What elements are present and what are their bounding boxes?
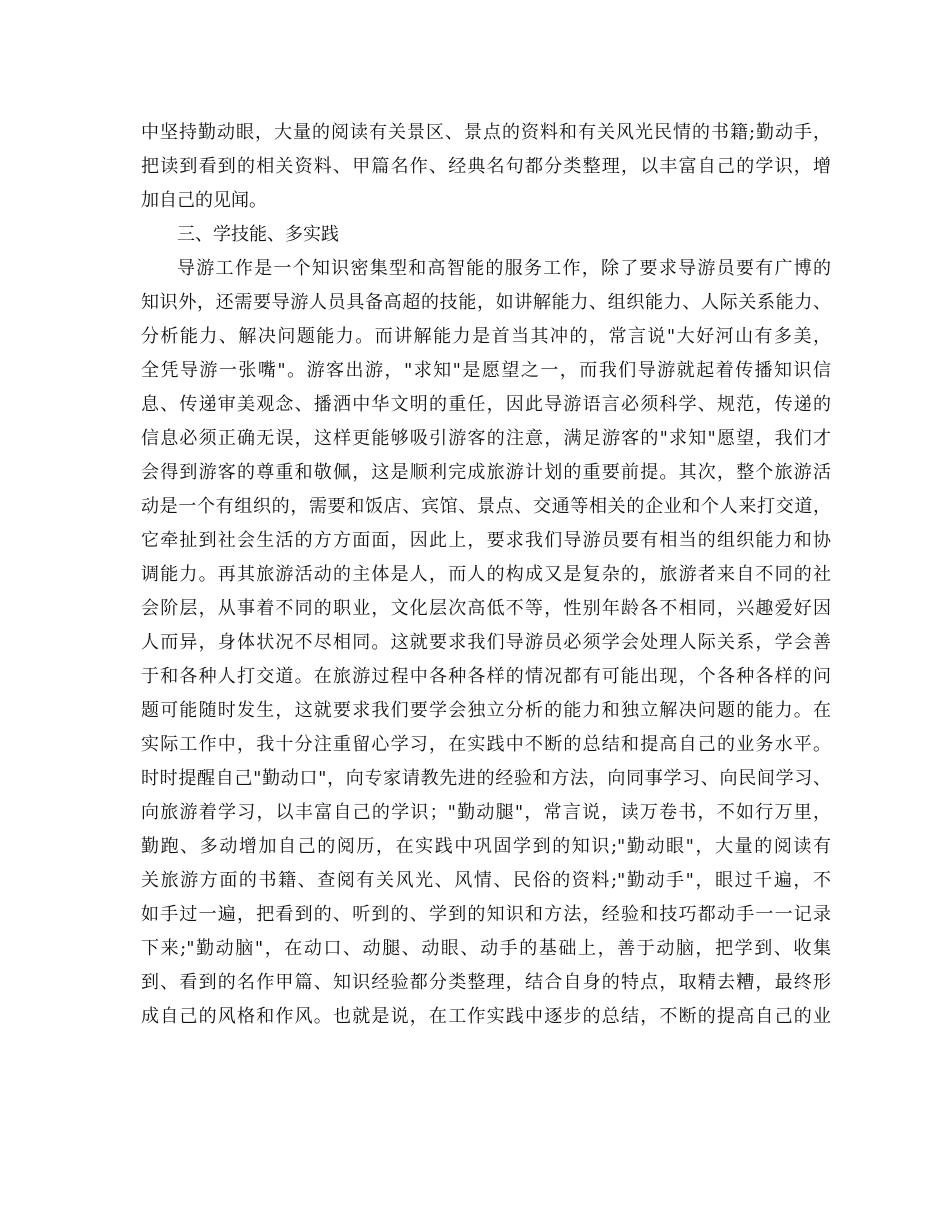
text-line: 中坚持勤动眼，大量的阅读有关景区、景点的资料和有关风光民情的书籍;勤动手， bbox=[141, 122, 831, 143]
text-line: 成自己的风格和作风。也就是说，在工作实践中逐步的总结，不断的提高自己的业 bbox=[141, 1006, 831, 1027]
text-line: 到、看到的名作甲篇、知识经验都分类整理，结合自身的特点，取精去糟，最终形 bbox=[141, 972, 831, 993]
body-text bbox=[141, 116, 831, 1034]
paragraph-first-line: 导游工作是一个知识密集型和高智能的服务工作，除了要求导游员要有广博的 bbox=[177, 258, 831, 279]
text-line: 调能力。再其旅游活动的主体是人，而人的构成又是复杂的，旅游者来自不同的社 bbox=[141, 564, 831, 585]
text-line: 题可能随时发生，这就要求我们要学会独立分析的能力和独立解决问题的能力。在 bbox=[141, 700, 831, 721]
text-line: 如手过一遍，把看到的、听到的、学到的知识和方法，经验和技巧都动手一一记录 bbox=[141, 904, 831, 925]
text-line: 动是一个有组织的，需要和饭店、宾馆、景点、交通等相关的企业和个人来打交道， bbox=[141, 496, 831, 517]
text-line: 加自己的见闻。 bbox=[141, 190, 267, 211]
text-line: 下来;"勤动脑"，在动口、动腿、动眼、动手的基础上，善于动脑，把学到、收集 bbox=[141, 938, 831, 959]
section-heading: 三、学技能、多实践 bbox=[177, 224, 339, 245]
text-line: 于和各种人打交道。在旅游过程中各种各样的情况都有可能出现，个各种各样的问 bbox=[141, 666, 831, 687]
text-line: 息、传递审美观念、播洒中华文明的重任，因此导游语言必须科学、规范，传递的 bbox=[141, 394, 831, 415]
text-line: 会得到游客的尊重和敬佩，这是顺利完成旅游计划的重要前提。其次，整个旅游活 bbox=[141, 462, 831, 483]
text-line: 实际工作中，我十分注重留心学习，在实践中不断的总结和提高自己的业务水平。 bbox=[141, 734, 831, 755]
text-line: 勤跑、多动增加自己的阅历，在实践中巩固学到的知识;"勤动眼"，大量的阅读有 bbox=[141, 836, 831, 857]
text-line: 知识外，还需要导游人员具备高超的技能，如讲解能力、组织能力、人际关系能力、 bbox=[141, 292, 831, 313]
text-line: 把读到看到的相关资料、甲篇名作、经典名句都分类整理，以丰富自己的学识，增 bbox=[141, 156, 831, 177]
text-line: 全凭导游一张嘴"。游客出游，"求知"是愿望之一，而我们导游就起着传播知识信 bbox=[141, 360, 831, 381]
text-line: 向旅游着学习，以丰富自己的学识；"勤动腿"，常言说，读万卷书，不如行万里， bbox=[141, 802, 831, 823]
text-line: 信息必须正确无误，这样更能够吸引游客的注意，满足游客的"求知"愿望，我们才 bbox=[141, 428, 831, 449]
text-line: 关旅游方面的书籍、查阅有关风光、风情、民俗的资料;"勤动手"，眼过千遍，不 bbox=[141, 870, 831, 891]
text-line: 分析能力、解决问题能力。而讲解能力是首当其冲的，常言说"大好河山有多美， bbox=[141, 326, 831, 347]
text-line: 人而异，身体状况不尽相同。这就要求我们导游员必须学会处理人际关系，学会善 bbox=[141, 632, 831, 653]
text-line: 会阶层，从事着不同的职业，文化层次高低不等，性别年龄各不相同，兴趣爱好因 bbox=[141, 598, 831, 619]
text-line: 它牵扯到社会生活的方方面面，因此上，要求我们导游员要有相当的组织能力和协 bbox=[141, 530, 831, 551]
text-line: 时时提醒自己"勤动口"，向专家请教先进的经验和方法，向同事学习、向民间学习、 bbox=[141, 768, 831, 789]
